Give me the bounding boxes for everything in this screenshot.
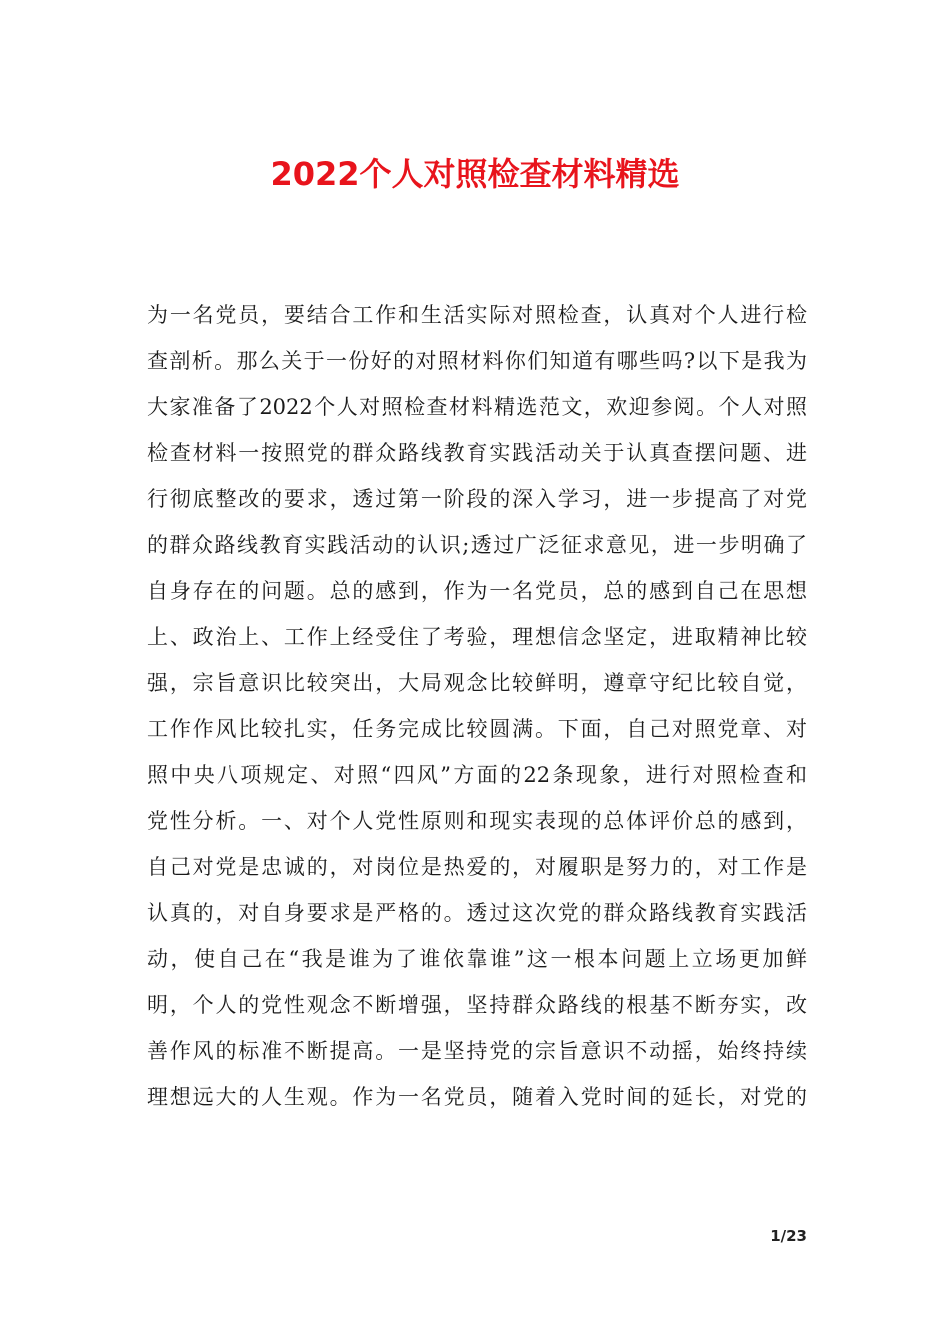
body-line-18: 理想远大的人生观。作为一名党员，随着入党时间的延长，对党的 [147, 1085, 807, 1109]
body-line-7: 自身存在的问题。总的感到，作为一名党员，总的感到自己在思想 [147, 579, 807, 603]
body-line-17: 善作风的标准不断提高。一是坚持党的宗旨意识不动摇，始终持续 [147, 1039, 807, 1063]
document-body [147, 292, 807, 1120]
body-line-5: 行彻底整改的要求，透过第一阶段的深入学习，进一步提高了对党 [147, 487, 807, 511]
body-line-3: 大家准备了2022个人对照检查材料精选范文，欢迎参阅。个人对照 [147, 395, 807, 419]
body-line-16: 明，个人的党性观念不断增强，坚持群众路线的根基不断夯实，改 [147, 993, 807, 1017]
body-line-8: 上、政治上、工作上经受住了考验，理想信念坚定，进取精神比较 [147, 625, 807, 649]
page-number: 1/23 [770, 1227, 807, 1245]
body-line-12: 党性分析。一、对个人党性原则和现实表现的总体评价总的感到， [147, 809, 807, 833]
body-line-1: 为一名党员，要结合工作和生活实际对照检查，认真对个人进行检 [147, 303, 807, 327]
body-line-6: 的群众路线教育实践活动的认识;透过广泛征求意见，进一步明确了 [147, 533, 807, 557]
body-line-10: 工作作风比较扎实，任务完成比较圆满。下面，自己对照党章、对 [147, 717, 807, 741]
body-line-4: 检查材料一按照党的群众路线教育实践活动关于认真查摆问题、进 [147, 441, 807, 465]
body-line-13: 自己对党是忠诚的，对岗位是热爱的，对履职是努力的，对工作是 [147, 855, 807, 879]
document-title: 2022个人对照检查材料精选 [270, 155, 680, 193]
body-line-14: 认真的，对自身要求是严格的。透过这次党的群众路线教育实践活 [147, 901, 807, 925]
body-line-9: 强，宗旨意识比较突出，大局观念比较鲜明，遵章守纪比较自觉， [147, 671, 807, 695]
body-line-2: 查剖析。那么关于一份好的对照材料你们知道有哪些吗?以下是我为 [147, 349, 807, 373]
body-line-15: 动，使自己在“我是谁为了谁依靠谁”这一根本问题上立场更加鲜 [147, 947, 807, 971]
body-line-11: 照中央八项规定、对照“四风”方面的22条现象，进行对照检查和 [147, 763, 807, 787]
